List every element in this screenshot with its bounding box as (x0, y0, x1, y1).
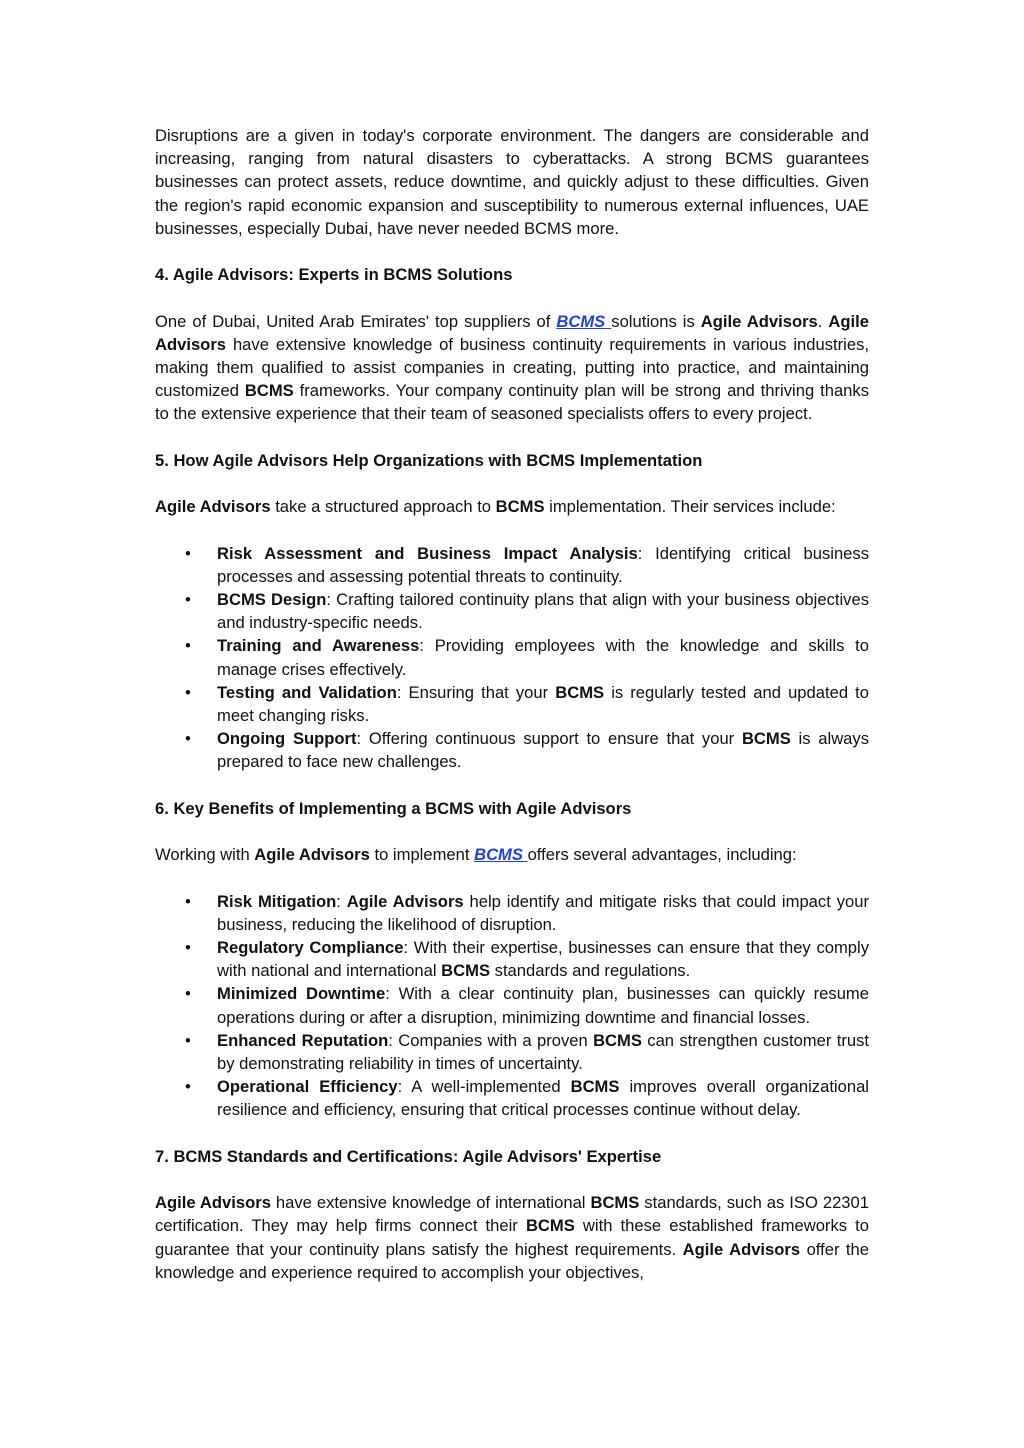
bullet-icon: • (185, 729, 191, 749)
bullet-icon: • (185, 682, 191, 702)
intro-paragraph: Disruptions are a given in today's corporate environment. The dangers are considerable and increasing, ranging from natural disasters to cyberattacks. A strong BCMS guarantees businesses can protect assets, reduce downtime, and quickly adjust to these difficulties. Given the region's rapid economic expansion and susceptibility to numerous external influences, UAE businesses, especially Dubai, have never needed BCMS more. (155, 126, 869, 238)
bullet-icon: • (185, 937, 191, 957)
bullet-icon: • (185, 891, 191, 911)
bcms-link[interactable]: BCMS (556, 311, 612, 331)
section-5-heading: 5. How Agile Advisors Help Organizations with BCMS Implementation (155, 450, 703, 470)
section-7-paragraph: Agile Advisors have extensive knowledge of international BCMS standards, such as ISO 22301 certification. They may help firms connect their BCMS with these established frameworks to guarantee that your continuity plans satisfy the highest requirements. Agile Advisors offer the knowledge and experience required to accomplish your objectives, (155, 1193, 870, 1282)
bcms-link[interactable]: BCMS (474, 845, 528, 865)
list-item: • Regulatory Compliance: With their expertise, businesses can ensure that they comply with national and international BCMS standards and regulations. (185, 937, 870, 981)
bullet-icon: • (185, 636, 191, 656)
bullet-icon: • (185, 589, 191, 609)
list-item: • BCMS Design: Crafting tailored continuity plans that align with your business objectives and industry-specific needs. (185, 589, 869, 633)
bullet-icon: • (185, 543, 191, 563)
section-7-heading: 7. BCMS Standards and Certifications: Agile Advisors' Expertise (155, 1146, 662, 1166)
list-item: • Risk Assessment and Business Impact Analysis: Identifying critical business processes and assessing potential threats to continuity. (185, 543, 869, 586)
list-item: • Training and Awareness: Providing employees with the knowledge and skills to manage crises effectively. (185, 636, 869, 679)
section-4-paragraph: One of Dubai, United Arab Emirates' top suppliers of BCMS solutions is Agile Advisors. Agile Advisors have extensive knowledge of business continuity requirements in various industries, making them qualified to assist companies in creating, putting into practice, and maintaining customized BCMS frameworks. Your company continuity plan will be strong and thriving thanks to the extensive experience that their team of seasoned specialists offers to every project. (155, 311, 869, 424)
section-6-intro: Working with Agile Advisors to implement BCMS offers several advantages, including: (155, 845, 797, 865)
list-item: • Operational Efficiency: A well-implemented BCMS improves overall organizational resilience and efficiency, ensuring that critical processes continue without delay. (185, 1077, 869, 1120)
section-4-heading: 4. Agile Advisors: Experts in BCMS Solutions (155, 265, 513, 285)
list-item: • Ongoing Support: Offering continuous support to ensure that your BCMS is always prepared to face new challenges. (185, 729, 869, 772)
list-item: • Risk Mitigation: Agile Advisors help identify and mitigate risks that could impact your business, reducing the likelihood of disruption. (185, 891, 869, 934)
list-item: • Enhanced Reputation: Companies with a proven BCMS can strengthen customer trust by demonstrating reliability in times of uncertainty. (185, 1030, 869, 1073)
document-page (155, 124, 869, 1284)
list-item: • Testing and Validation: Ensuring that your BCMS is regularly tested and updated to meet changing risks. (185, 682, 869, 725)
bullet-icon: • (185, 984, 191, 1004)
section-6-heading: 6. Key Benefits of Implementing a BCMS with Agile Advisors (155, 798, 632, 818)
services-list (155, 542, 869, 774)
section-5-intro: Agile Advisors take a structured approach to BCMS implementation. Their services include: (155, 497, 836, 517)
bullet-icon: • (185, 1077, 191, 1097)
benefits-list (155, 890, 869, 1122)
list-item: • Minimized Downtime: With a clear continuity plan, businesses can quickly resume operations during or after a disruption, minimizing downtime and financial losses. (185, 984, 869, 1027)
bullet-icon: • (185, 1030, 191, 1050)
